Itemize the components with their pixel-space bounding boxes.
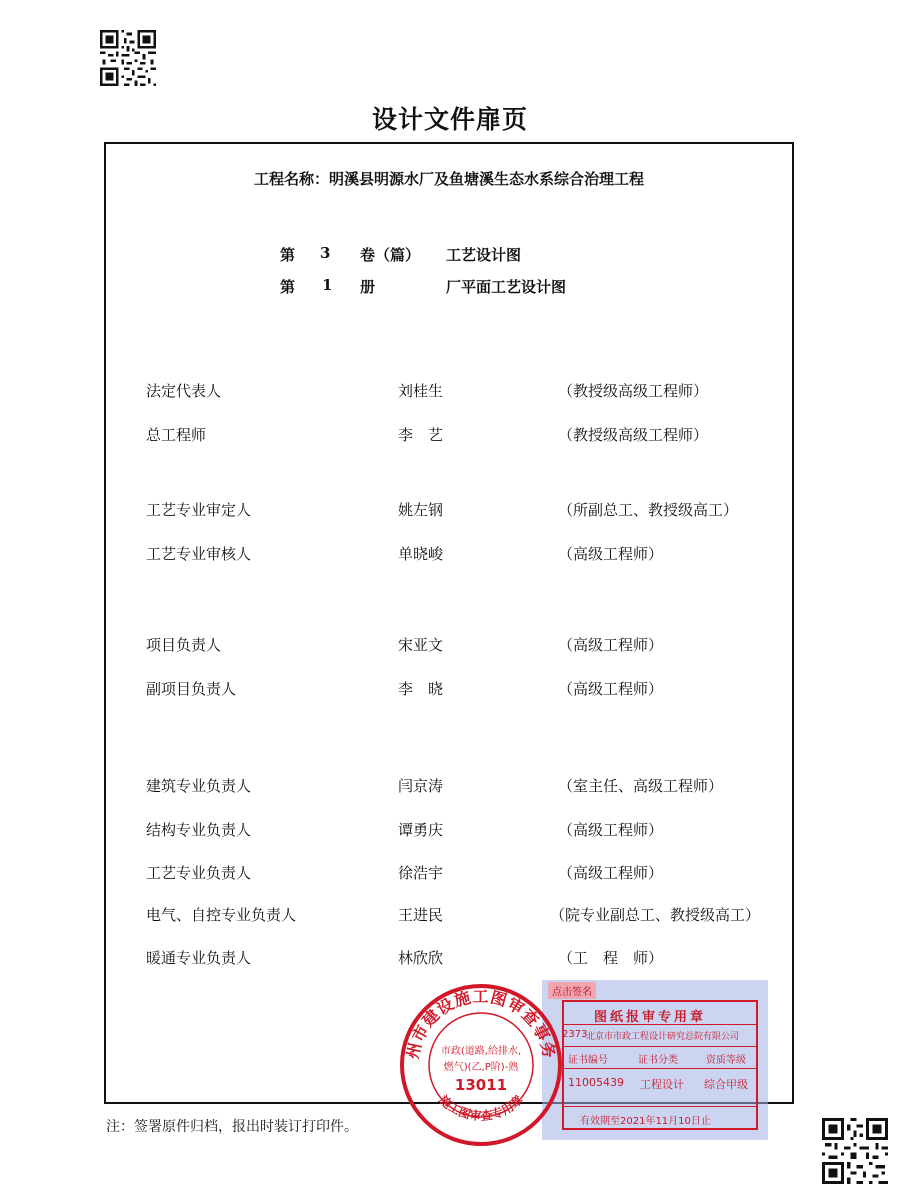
volume-name: 工艺设计图 (446, 246, 522, 264)
person-title: （高级工程师） (558, 821, 664, 839)
person-role: 建筑专业负责人 (146, 777, 252, 795)
person-title: （教授级高级工程师） (558, 426, 709, 444)
stamp-heading: 图纸报审专用章 (594, 1010, 707, 1025)
person-role: 结构专业负责人 (146, 821, 252, 839)
person-name: 李 晓 (398, 680, 444, 698)
person-title: （高级工程师） (558, 545, 664, 563)
personnel-row (106, 499, 792, 523)
book-name: 厂平面工艺设计图 (446, 278, 567, 296)
person-role: 总工程师 (146, 426, 207, 444)
person-title: （室主任、高级工程师） (558, 777, 724, 795)
person-role: 暖通专业负责人 (146, 949, 252, 967)
volume-unit: 卷（篇） (360, 246, 421, 264)
seal-outer-text: 州市建设施工图审查事务 (403, 987, 559, 1061)
person-role: 项目负责人 (146, 636, 222, 654)
stamp-valid-until: 有效期至2021年11月10日止 (580, 1116, 711, 1127)
person-title: （工 程 师） (558, 949, 664, 967)
project-name: 工程名称：明溪县明源水厂及鱼塘溪生态水系综合治理工程 (253, 170, 644, 188)
person-name: 徐浩宇 (398, 864, 444, 882)
person-role: 副项目负责人 (146, 680, 237, 698)
stamp-cert-no: 11005439 (568, 1076, 624, 1089)
seal-bottom-text: 施工图审查专用章 (436, 1092, 526, 1124)
personnel-row (106, 380, 792, 404)
volume-number: 3 (320, 244, 331, 262)
seal-inner-line2: 燃气)(乙,P阶)-熟 (443, 1062, 519, 1073)
person-title: （所副总工、教授级高工） (558, 501, 739, 519)
stamp-box (562, 1000, 758, 1130)
person-name: 谭勇庆 (398, 821, 444, 839)
book-number: 1 (322, 276, 333, 294)
book-unit: 册 (360, 278, 376, 296)
review-seal (398, 982, 564, 1148)
seal-code: 13011 (454, 1076, 508, 1094)
personnel-row (106, 862, 792, 886)
person-role: 电气、自控专业负责人 (146, 906, 297, 924)
svg-text:施工图审查专用章 (436, 1092, 525, 1123)
personnel-row (106, 819, 792, 843)
person-role: 工艺专业审核人 (146, 545, 252, 563)
personnel-row (106, 543, 792, 567)
stamp-label-grade: 资质等级 (706, 1055, 746, 1066)
stamp-label-cert-type: 证书分类 (638, 1055, 678, 1066)
person-name: 刘桂生 (398, 382, 444, 400)
person-title: （教授级高级工程师） (558, 382, 709, 400)
stamp-org-name: 北京市市政工程设计研究总院有限公司 (586, 1032, 740, 1042)
person-title: （高级工程师） (558, 864, 664, 882)
person-name: 闫京涛 (398, 777, 444, 795)
seal-inner-line1: 市政(道路,给排水, (440, 1046, 522, 1057)
page-title: 设计文件扉页 (371, 105, 528, 134)
person-name: 李 艺 (398, 426, 444, 444)
title-page-frame (104, 142, 794, 1104)
personnel-row (106, 947, 792, 971)
person-title: （高级工程师） (558, 636, 664, 654)
person-name: 林欣欣 (398, 949, 444, 967)
person-title: （院专业副总工、教授级高工） (550, 906, 761, 924)
person-name: 姚左钢 (398, 501, 444, 519)
qr-code-top (100, 30, 156, 86)
drawing-approval-stamp (542, 980, 768, 1140)
personnel-row (106, 775, 792, 799)
personnel-row (106, 424, 792, 448)
volume-prefix: 第 (280, 246, 296, 264)
stamp-cert-row: 2373 (562, 1029, 588, 1040)
personnel-row (106, 904, 792, 928)
person-role: 工艺专业负责人 (146, 864, 252, 882)
stamp-label-cert-no: 证书编号 (568, 1055, 608, 1066)
footer-note: 注：签署原件归档，报出时装订打印件。 (106, 1119, 358, 1135)
personnel-row (106, 678, 792, 702)
person-name: 宋亚文 (398, 636, 444, 654)
book-prefix: 第 (280, 278, 296, 296)
stamp-cert-type: 工程设计 (640, 1078, 684, 1091)
person-role: 法定代表人 (146, 382, 222, 400)
qr-code-bottom (822, 1118, 888, 1184)
person-role: 工艺专业审定人 (146, 501, 252, 519)
person-name: 王进民 (398, 906, 444, 924)
click-to-sign-tag[interactable]: 点击签名 (548, 982, 596, 999)
stamp-grade: 综合甲级 (704, 1078, 748, 1091)
personnel-row (106, 634, 792, 658)
person-name: 单晓峻 (398, 545, 444, 563)
person-title: （高级工程师） (558, 680, 664, 698)
